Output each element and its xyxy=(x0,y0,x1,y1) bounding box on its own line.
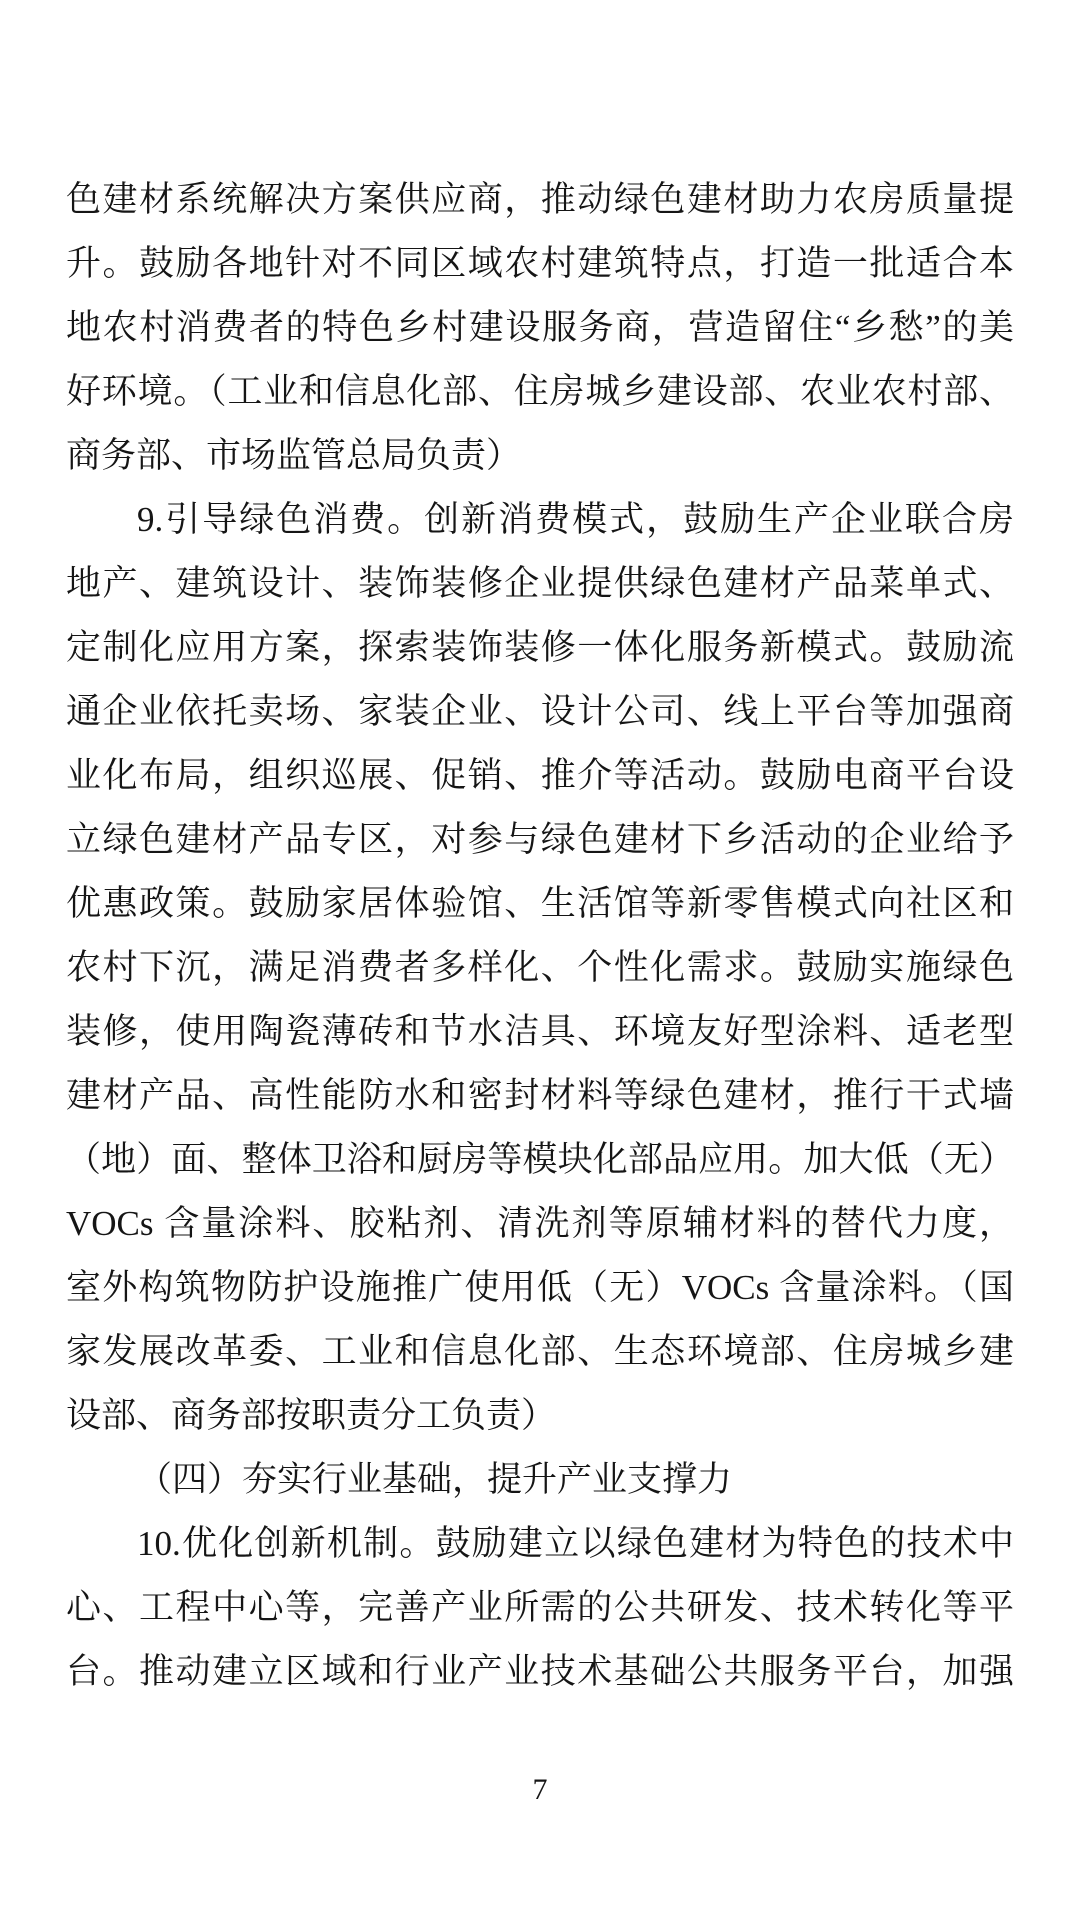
text-line: 台。推动建立区域和行业产业技术基础公共服务平台，加强 xyxy=(66,1652,1014,1691)
text-line: 设部、商务部按职责分工负责） xyxy=(66,1396,557,1435)
text-line: 商务部、市场监管总局负责） xyxy=(66,436,522,475)
text-line: 色建材系统解决方案供应商，推动绿色建材助力农房质量提 xyxy=(66,180,1014,219)
text-line: 升。鼓励各地针对不同区域农村建筑特点，打造一批适合本 xyxy=(66,244,1014,283)
text-line: 建材产品、高性能防水和密封材料等绿色建材，推行干式墙 xyxy=(66,1076,1014,1115)
page-number: 7 xyxy=(532,1773,548,1806)
text-line: 农村下沉，满足消费者多样化、个性化需求。鼓励实施绿色 xyxy=(66,948,1014,987)
section-heading-4: （四）夯实行业基础，提升产业支撑力 xyxy=(137,1460,733,1499)
text-line: 立绿色建材产品专区，对参与绿色建材下乡活动的企业给予 xyxy=(66,820,1014,859)
text-line: 地农村消费者的特色乡村建设服务商，营造留住“乡愁”的美 xyxy=(66,308,1014,347)
text-line: 优惠政策。鼓励家居体验馆、生活馆等新零售模式向社区和 xyxy=(66,884,1014,923)
text-line: 装修，使用陶瓷薄砖和节水洁具、环境友好型涂料、适老型 xyxy=(66,1012,1014,1051)
text-line: 心、工程中心等，完善产业所需的公共研发、技术转化等平 xyxy=(66,1588,1014,1627)
text-line: 室外构筑物防护设施推广使用低（无）VOCs 含量涂料。（国 xyxy=(66,1268,1014,1307)
text-line: 好环境。（工业和信息化部、住房城乡建设部、农业农村部、 xyxy=(66,372,1014,411)
text-line: 通企业依托卖场、家装企业、设计公司、线上平台等加强商 xyxy=(66,692,1014,731)
text-line: 定制化应用方案，探索装饰装修一体化服务新模式。鼓励流 xyxy=(66,628,1014,667)
text-line: （地）面、整体卫浴和厨房等模块化部品应用。加大低（无） xyxy=(66,1140,1014,1179)
text-line-paragraph-9: 9.引导绿色消费。创新消费模式，鼓励生产企业联合房 xyxy=(137,500,1014,539)
text-line: 业化布局，组织巡展、促销、推介等活动。鼓励电商平台设 xyxy=(66,756,1014,795)
document-body xyxy=(66,168,1014,1704)
text-line-paragraph-10: 10.优化创新机制。鼓励建立以绿色建材为特色的技术中 xyxy=(137,1524,1014,1563)
text-line: 地产、建筑设计、装饰装修企业提供绿色建材产品菜单式、 xyxy=(66,564,1014,603)
text-line: 家发展改革委、工业和信息化部、生态环境部、住房城乡建 xyxy=(66,1332,1014,1371)
text-line: VOCs 含量涂料、胶粘剂、清洗剂等原辅材料的替代力度， xyxy=(66,1204,1014,1243)
